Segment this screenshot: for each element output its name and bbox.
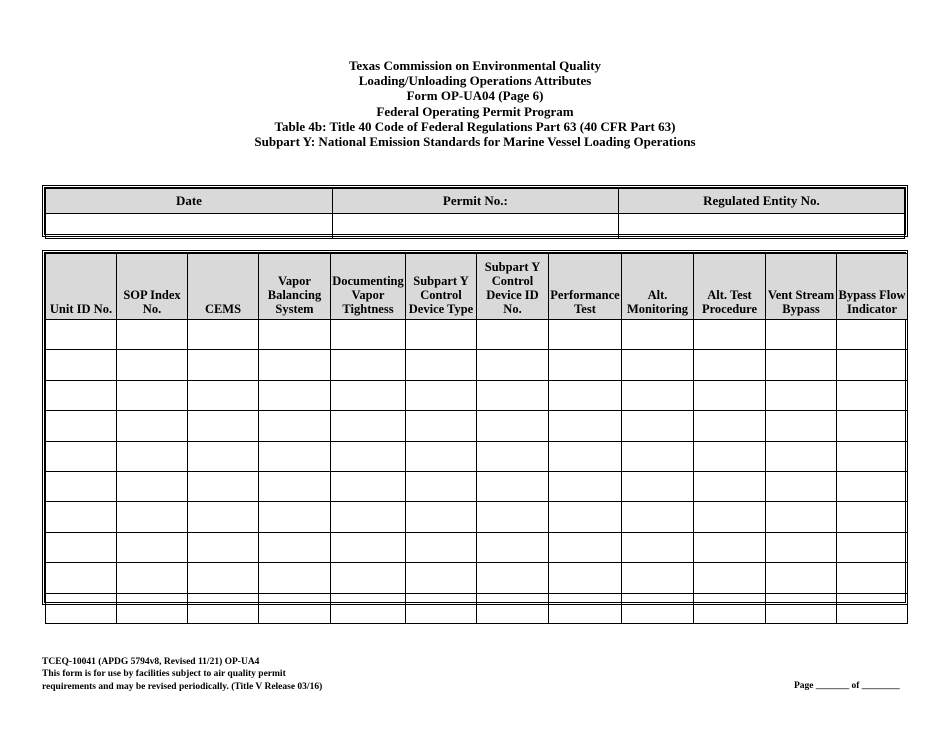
table-cell[interactable]: [46, 563, 117, 593]
table-cell[interactable]: [117, 502, 188, 532]
table-cell[interactable]: [46, 441, 117, 471]
table-cell[interactable]: [694, 320, 766, 350]
table-cell[interactable]: [837, 532, 908, 562]
table-cell[interactable]: [117, 471, 188, 501]
table-cell[interactable]: [406, 441, 477, 471]
table-cell[interactable]: [259, 502, 331, 532]
column-header-unit-id: Unit ID No.: [46, 254, 117, 320]
table-cell[interactable]: [117, 593, 188, 623]
table-cell[interactable]: [406, 411, 477, 441]
table-cell[interactable]: [46, 320, 117, 350]
table-cell[interactable]: [477, 471, 549, 501]
table-cell[interactable]: [477, 441, 549, 471]
table-cell[interactable]: [766, 471, 837, 501]
table-row: [46, 532, 908, 562]
table-cell[interactable]: [622, 411, 694, 441]
table-cell[interactable]: [331, 502, 406, 532]
table-cell[interactable]: [622, 532, 694, 562]
table-cell[interactable]: [259, 532, 331, 562]
table-cell[interactable]: [188, 350, 259, 380]
table-cell[interactable]: [188, 411, 259, 441]
table-cell[interactable]: [549, 471, 622, 501]
table-cell[interactable]: [331, 532, 406, 562]
table-cell[interactable]: [622, 563, 694, 593]
table-cell[interactable]: [331, 563, 406, 593]
table-cell[interactable]: [331, 380, 406, 410]
table-cell[interactable]: [331, 320, 406, 350]
table-cell[interactable]: [766, 563, 837, 593]
table-cell[interactable]: [694, 532, 766, 562]
table-cell[interactable]: [117, 441, 188, 471]
date-field[interactable]: [46, 214, 333, 239]
form-note-line2: requirements and may be revised periodically. (Title V Release 03/16): [42, 681, 323, 692]
table-cell[interactable]: [117, 411, 188, 441]
table-cell[interactable]: [188, 441, 259, 471]
column-header-bypass-flow-indicator: Bypass Flow Indicator: [837, 254, 908, 320]
table-cell[interactable]: [622, 350, 694, 380]
table-cell[interactable]: [406, 350, 477, 380]
form-subject: Loading/Unloading Operations Attributes: [358, 73, 592, 89]
table-cell[interactable]: [188, 471, 259, 501]
table-cell[interactable]: [622, 502, 694, 532]
identification-table: [42, 185, 908, 237]
table-cell[interactable]: [117, 532, 188, 562]
table-cell[interactable]: [477, 593, 549, 623]
table-cell[interactable]: [259, 563, 331, 593]
table-cell[interactable]: [259, 593, 331, 623]
attributes-table: [42, 250, 908, 605]
table-title: Table 4b: Title 40 Code of Federal Regulations Part 63 (40 CFR Part 63): [274, 118, 676, 134]
table-cell[interactable]: [259, 320, 331, 350]
column-header-vapor-tightness: Documenting Vapor Tightness: [331, 254, 406, 320]
table-header-row: [46, 254, 908, 320]
program-name: Federal Operating Permit Program: [376, 103, 574, 119]
table-cell[interactable]: [188, 593, 259, 623]
table-cell[interactable]: [477, 380, 549, 410]
table-row: [46, 593, 908, 623]
table-cell[interactable]: [46, 350, 117, 380]
page-number-field: Page _______ of ________: [794, 681, 900, 691]
table-cell[interactable]: [46, 380, 117, 410]
table-cell[interactable]: [837, 411, 908, 441]
table-cell[interactable]: [622, 441, 694, 471]
table-body: [46, 320, 908, 624]
table-cell[interactable]: [549, 380, 622, 410]
table-cell[interactable]: [837, 502, 908, 532]
table-cell[interactable]: [694, 441, 766, 471]
table-cell[interactable]: [406, 593, 477, 623]
table-cell[interactable]: [117, 380, 188, 410]
table-cell[interactable]: [549, 411, 622, 441]
table-cell[interactable]: [694, 380, 766, 410]
form-note-line1: This form is for use by facilities subject to air quality permit: [42, 669, 286, 680]
table-cell[interactable]: [549, 441, 622, 471]
table-cell[interactable]: [837, 441, 908, 471]
table-cell[interactable]: [766, 350, 837, 380]
agency-title: Texas Commission on Environmental Quality: [348, 58, 602, 73]
table-cell[interactable]: [46, 532, 117, 562]
table-cell[interactable]: [837, 471, 908, 501]
table-cell[interactable]: [694, 563, 766, 593]
table-cell[interactable]: [46, 471, 117, 501]
table-cell[interactable]: [622, 471, 694, 501]
table-cell[interactable]: [549, 532, 622, 562]
table-cell[interactable]: [259, 471, 331, 501]
table-cell[interactable]: [622, 380, 694, 410]
table-cell[interactable]: [406, 471, 477, 501]
table-cell[interactable]: [766, 411, 837, 441]
table-cell[interactable]: [259, 411, 331, 441]
table-cell[interactable]: [46, 411, 117, 441]
table-cell[interactable]: [622, 320, 694, 350]
column-header-performance-test: Performance Test: [549, 254, 622, 320]
table-cell[interactable]: [837, 593, 908, 623]
table-cell[interactable]: [549, 563, 622, 593]
column-header-vapor-balancing: Vapor Balancing System: [259, 254, 331, 320]
permit-no-header: Permit No.:: [332, 189, 618, 214]
table-cell[interactable]: [406, 320, 477, 350]
table-cell[interactable]: [406, 380, 477, 410]
table-cell[interactable]: [188, 320, 259, 350]
column-header-sop-index: SOP Index No.: [117, 254, 188, 320]
form-number: Form OP-UA04 (Page 6): [406, 88, 544, 104]
column-header-vent-stream-bypass: Vent Stream Bypass: [766, 254, 837, 320]
table-cell[interactable]: [331, 350, 406, 380]
table-row: [46, 502, 908, 532]
table-cell[interactable]: [259, 350, 331, 380]
table-cell[interactable]: [549, 502, 622, 532]
table-cell[interactable]: [477, 502, 549, 532]
table-row: [46, 411, 908, 441]
table-cell[interactable]: [694, 502, 766, 532]
table-cell[interactable]: [406, 563, 477, 593]
table-cell[interactable]: [766, 532, 837, 562]
table-cell[interactable]: [837, 563, 908, 593]
table-cell[interactable]: [694, 350, 766, 380]
table-cell[interactable]: [694, 411, 766, 441]
table-cell[interactable]: [406, 502, 477, 532]
table-cell[interactable]: [259, 380, 331, 410]
table-cell[interactable]: [331, 441, 406, 471]
table-cell[interactable]: [477, 350, 549, 380]
table-cell[interactable]: [549, 593, 622, 623]
table-row: [46, 563, 908, 593]
table-cell[interactable]: [837, 320, 908, 350]
table-cell[interactable]: [117, 350, 188, 380]
table-cell[interactable]: [694, 593, 766, 623]
table-cell[interactable]: [837, 350, 908, 380]
table-row: [46, 441, 908, 471]
column-header-alt-test-procedure: Alt. Test Procedure: [694, 254, 766, 320]
table-cell[interactable]: [549, 350, 622, 380]
table-cell[interactable]: [259, 441, 331, 471]
table-cell[interactable]: [694, 471, 766, 501]
table-cell[interactable]: [837, 380, 908, 410]
table-cell[interactable]: [766, 380, 837, 410]
column-header-alt-monitoring: Alt. Monitoring: [622, 254, 694, 320]
table-row: [46, 350, 908, 380]
column-header-control-device-type: Subpart Y Control Device Type: [406, 254, 477, 320]
form-header: [0, 58, 950, 149]
table-cell[interactable]: [477, 563, 549, 593]
form-id: TCEQ-10041 (APDG 5794v8, Revised 11/21) OP-UA4: [42, 657, 260, 667]
table-cell[interactable]: [188, 532, 259, 562]
table-cell[interactable]: [46, 593, 117, 623]
table-cell[interactable]: [331, 593, 406, 623]
table-cell[interactable]: [188, 380, 259, 410]
table-cell[interactable]: [477, 411, 549, 441]
table-cell[interactable]: [331, 471, 406, 501]
table-cell[interactable]: [549, 320, 622, 350]
table-row: [46, 471, 908, 501]
table-cell[interactable]: [766, 441, 837, 471]
table-cell[interactable]: [766, 320, 837, 350]
column-header-cems: CEMS: [188, 254, 259, 320]
table-cell[interactable]: [331, 411, 406, 441]
table-cell[interactable]: [622, 593, 694, 623]
regulated-entity-field[interactable]: [618, 214, 904, 239]
table-row: [46, 380, 908, 410]
form-footer: [42, 656, 322, 693]
regulated-entity-header: Regulated Entity No.: [618, 189, 904, 214]
table-cell[interactable]: [117, 563, 188, 593]
table-cell[interactable]: [46, 502, 117, 532]
table-cell[interactable]: [188, 563, 259, 593]
table-cell[interactable]: [477, 532, 549, 562]
table-cell[interactable]: [406, 532, 477, 562]
table-cell[interactable]: [188, 502, 259, 532]
table-cell[interactable]: [477, 320, 549, 350]
table-row: [46, 320, 908, 350]
date-header: Date: [46, 189, 333, 214]
permit-no-field[interactable]: [332, 214, 618, 239]
column-header-control-device-id: Subpart Y Control Device ID No.: [477, 254, 549, 320]
table-cell[interactable]: [117, 320, 188, 350]
table-cell[interactable]: [766, 502, 837, 532]
table-cell[interactable]: [766, 593, 837, 623]
subpart-title: Subpart Y: National Emission Standards for Marine Vessel Loading Operations: [254, 134, 696, 150]
